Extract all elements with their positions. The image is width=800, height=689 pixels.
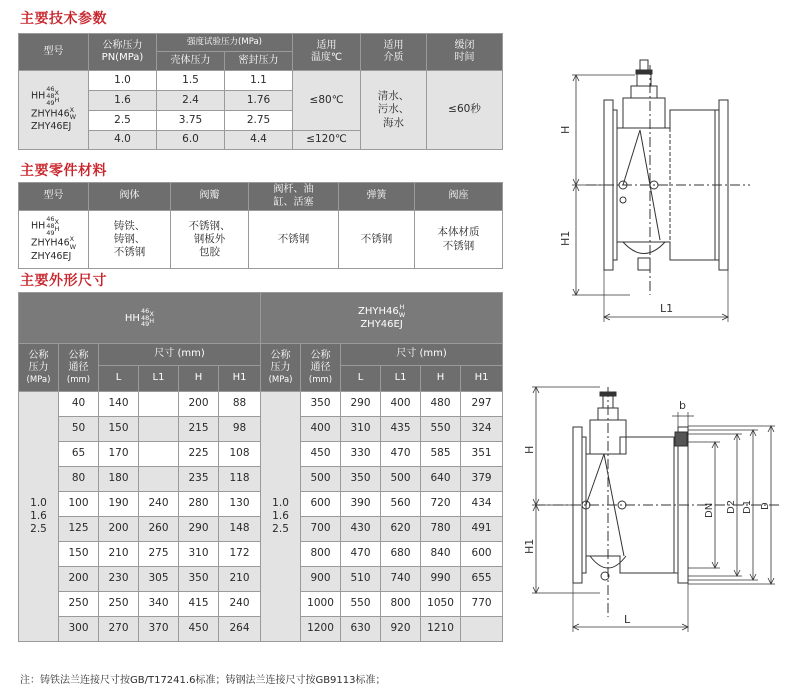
cell-h1: 264 [219,617,261,642]
header-shell-pressure: 壳体压力 [157,52,225,71]
header-media: 适用 介质 [361,34,427,71]
cell-l: 250 [99,592,139,617]
cell-h: 310 [179,542,219,567]
header-pn: 公称 压力 (MPa) [19,344,59,392]
header-disc: 阀瓣 [171,183,249,211]
seat-material: 本体材质 不锈钢 [415,211,503,269]
cell-dn: 350 [301,392,341,417]
standards-note: 注：铸铁法兰连接尺寸按GB/T17241.6标准；铸钢法兰连接尺寸按GB9113标准； [20,675,386,686]
cell-h: 290 [179,517,219,542]
cell-h1: 130 [219,492,261,517]
spring-material: 不锈钢 [339,211,415,269]
header-stem: 阀杆、油 缸、活塞 [249,183,339,211]
cell-dn: 40 [59,392,99,417]
pn-value: 1.6 [89,91,157,111]
pn-value: 2.5 [89,111,157,131]
header-dn: 公称 通径 (mm) [301,344,341,392]
cell-dn: 200 [59,567,99,592]
media-value: 清水、 污水、 海水 [361,71,427,150]
header-L1: L1 [381,366,421,392]
cell-h1: 118 [219,467,261,492]
cell-l: 190 [99,492,139,517]
cell-h: 640 [421,467,461,492]
header-seat: 阀座 [415,183,503,211]
cell-dn: 700 [301,517,341,542]
cell-h1: 351 [461,442,503,467]
cell-l: 150 [99,417,139,442]
cell-l1: 920 [381,617,421,642]
cell-l1: 470 [381,442,421,467]
cell-h: 415 [179,592,219,617]
cell-dn: 100 [59,492,99,517]
cell-dn: 900 [301,567,341,592]
pn-value: 4.0 [89,131,157,150]
cell-h: 585 [421,442,461,467]
cell-h1: 297 [461,392,503,417]
cell-h1: 434 [461,492,503,517]
header-L1: L1 [139,366,179,392]
cell-l1: 260 [139,517,179,542]
header-L: L [341,366,381,392]
cell-dn: 600 [301,492,341,517]
cell-h1: 491 [461,517,503,542]
cell-l1: 305 [139,567,179,592]
shell-value: 6.0 [157,131,225,150]
cell-l1 [139,467,179,492]
close-time-value: ≤60秒 [427,71,503,150]
label-H1: H1 [523,538,536,554]
disc-material: 不锈钢、 钢板外 包胶 [171,211,249,269]
label-L: L [624,613,631,626]
cell-h: 1050 [421,592,461,617]
cell-h: 280 [179,492,219,517]
header-dn: 公称 通径 (mm) [59,344,99,392]
label-H1: H1 [559,230,572,246]
cell-l: 210 [99,542,139,567]
cell-h1: 770 [461,592,503,617]
cell-dn: 250 [59,592,99,617]
cell-h1: 98 [219,417,261,442]
cell-l: 430 [341,517,381,542]
cell-h: 200 [179,392,219,417]
cell-l: 230 [99,567,139,592]
seal-value: 1.1 [225,71,293,91]
label-H: H [559,125,572,134]
cell-l: 310 [341,417,381,442]
cell-h: 225 [179,442,219,467]
label-b: b [679,399,686,412]
cell-h: 350 [179,567,219,592]
cell-l1: 340 [139,592,179,617]
cell-l: 550 [341,592,381,617]
shell-value: 1.5 [157,71,225,91]
cell-l1: 400 [381,392,421,417]
cell-h1: 210 [219,567,261,592]
cell-h: 235 [179,467,219,492]
header-strength: 强度试验压力(MPa) [157,34,293,52]
cell-dn: 300 [59,617,99,642]
header-H1: H1 [219,366,261,392]
model-cell: HH 46 48 49 X H ZHYH46 X W ZHY46EJ [19,71,89,150]
cell-dn: 1000 [301,592,341,617]
cell-dn: 150 [59,542,99,567]
cell-l1: 680 [381,542,421,567]
cell-h1: 148 [219,517,261,542]
table-row [19,392,503,417]
cell-h: 450 [179,617,219,642]
tech-params-table [18,33,503,150]
cell-dn: 800 [301,542,341,567]
cell-l: 170 [99,442,139,467]
model-cell: HH 46 48 49 X H ZHYH46 X W ZHY46EJ [19,211,89,269]
cell-h1: 172 [219,542,261,567]
pn-values: 1.0 1.6 2.5 [261,392,301,642]
cell-l: 180 [99,467,139,492]
cell-dn: 125 [59,517,99,542]
label-D1: D1 [742,499,753,514]
cell-l: 140 [99,392,139,417]
temp-value: ≤120℃ [293,131,361,150]
cell-l: 470 [341,542,381,567]
cell-h1: 379 [461,467,503,492]
cell-dn: 50 [59,417,99,442]
cell-h: 720 [421,492,461,517]
header-model: 型号 [19,34,89,71]
parts-section-title: 主要零件材料 [20,163,107,179]
cell-l1 [139,417,179,442]
cell-h1 [461,617,503,642]
cell-l: 270 [99,617,139,642]
dims-section-title: 主要外形尺寸 [20,273,107,289]
cell-dn: 500 [301,467,341,492]
label-D: D [760,502,771,510]
cell-dn: 450 [301,442,341,467]
valve-drawing-bottom [520,382,790,640]
cell-h1: 240 [219,592,261,617]
shell-value: 2.4 [157,91,225,111]
label-H: H [523,445,536,454]
header-close-time: 缓闭 时间 [427,34,503,71]
cell-h1: 655 [461,567,503,592]
cell-l1: 275 [139,542,179,567]
cell-dn: 80 [59,467,99,492]
cell-l1: 800 [381,592,421,617]
cell-dn: 65 [59,442,99,467]
header-H1: H1 [461,366,503,392]
cell-l1: 620 [381,517,421,542]
cell-l: 290 [341,392,381,417]
header-size: 尺寸 (mm) [341,344,503,366]
pn-values: 1.0 1.6 2.5 [19,392,59,642]
cell-h1: 600 [461,542,503,567]
cell-l: 630 [341,617,381,642]
cell-h: 990 [421,567,461,592]
header-pn: 公称压力 PN(MPa) [89,34,157,71]
header-spring: 弹簧 [339,183,415,211]
cell-dn: 400 [301,417,341,442]
cell-h: 840 [421,542,461,567]
header-temp: 适用 温度℃ [293,34,361,71]
cell-h1: 108 [219,442,261,467]
cell-l1: 240 [139,492,179,517]
cell-l: 390 [341,492,381,517]
cell-l1: 560 [381,492,421,517]
seal-value: 1.76 [225,91,293,111]
seal-value: 2.75 [225,111,293,131]
left-model-header: HH 46 48 49 X H [19,293,261,344]
cell-l1: 370 [139,617,179,642]
header-seal-pressure: 密封压力 [225,52,293,71]
cell-l: 330 [341,442,381,467]
cell-h: 550 [421,417,461,442]
cell-h: 780 [421,517,461,542]
cell-l1: 500 [381,467,421,492]
header-L: L [99,366,139,392]
temp-value: ≤80℃ [293,71,361,131]
cell-h: 215 [179,417,219,442]
header-H: H [179,366,219,392]
cell-l: 350 [341,467,381,492]
stem-material: 不锈钢 [249,211,339,269]
header-body: 阀体 [89,183,171,211]
header-pn: 公称 压力 (MPa) [261,344,301,392]
header-model: 型号 [19,183,89,211]
cell-l1: 435 [381,417,421,442]
cell-l1 [139,442,179,467]
body-material: 铸铁、 铸钢、 不锈钢 [89,211,171,269]
label-DN: DN [704,502,715,518]
pn-value: 1.0 [89,71,157,91]
label-D2: D2 [726,499,737,514]
cell-h: 1210 [421,617,461,642]
cell-h1: 88 [219,392,261,417]
dimensions-table [18,292,503,642]
cell-dn: 1200 [301,617,341,642]
header-H: H [421,366,461,392]
label-L1: L1 [660,302,674,315]
tech-section-title: 主要技术参数 [20,11,107,27]
seal-value: 4.4 [225,131,293,150]
valve-drawing-top [520,50,780,330]
parts-materials-table [18,182,503,269]
cell-l: 200 [99,517,139,542]
shell-value: 3.75 [157,111,225,131]
cell-h: 480 [421,392,461,417]
header-size: 尺寸 (mm) [99,344,261,366]
cell-l: 510 [341,567,381,592]
cell-l1 [139,392,179,417]
cell-l1: 740 [381,567,421,592]
cell-h1: 324 [461,417,503,442]
right-model-header: ZHYH46 H W ZHY46EJ [261,293,503,344]
